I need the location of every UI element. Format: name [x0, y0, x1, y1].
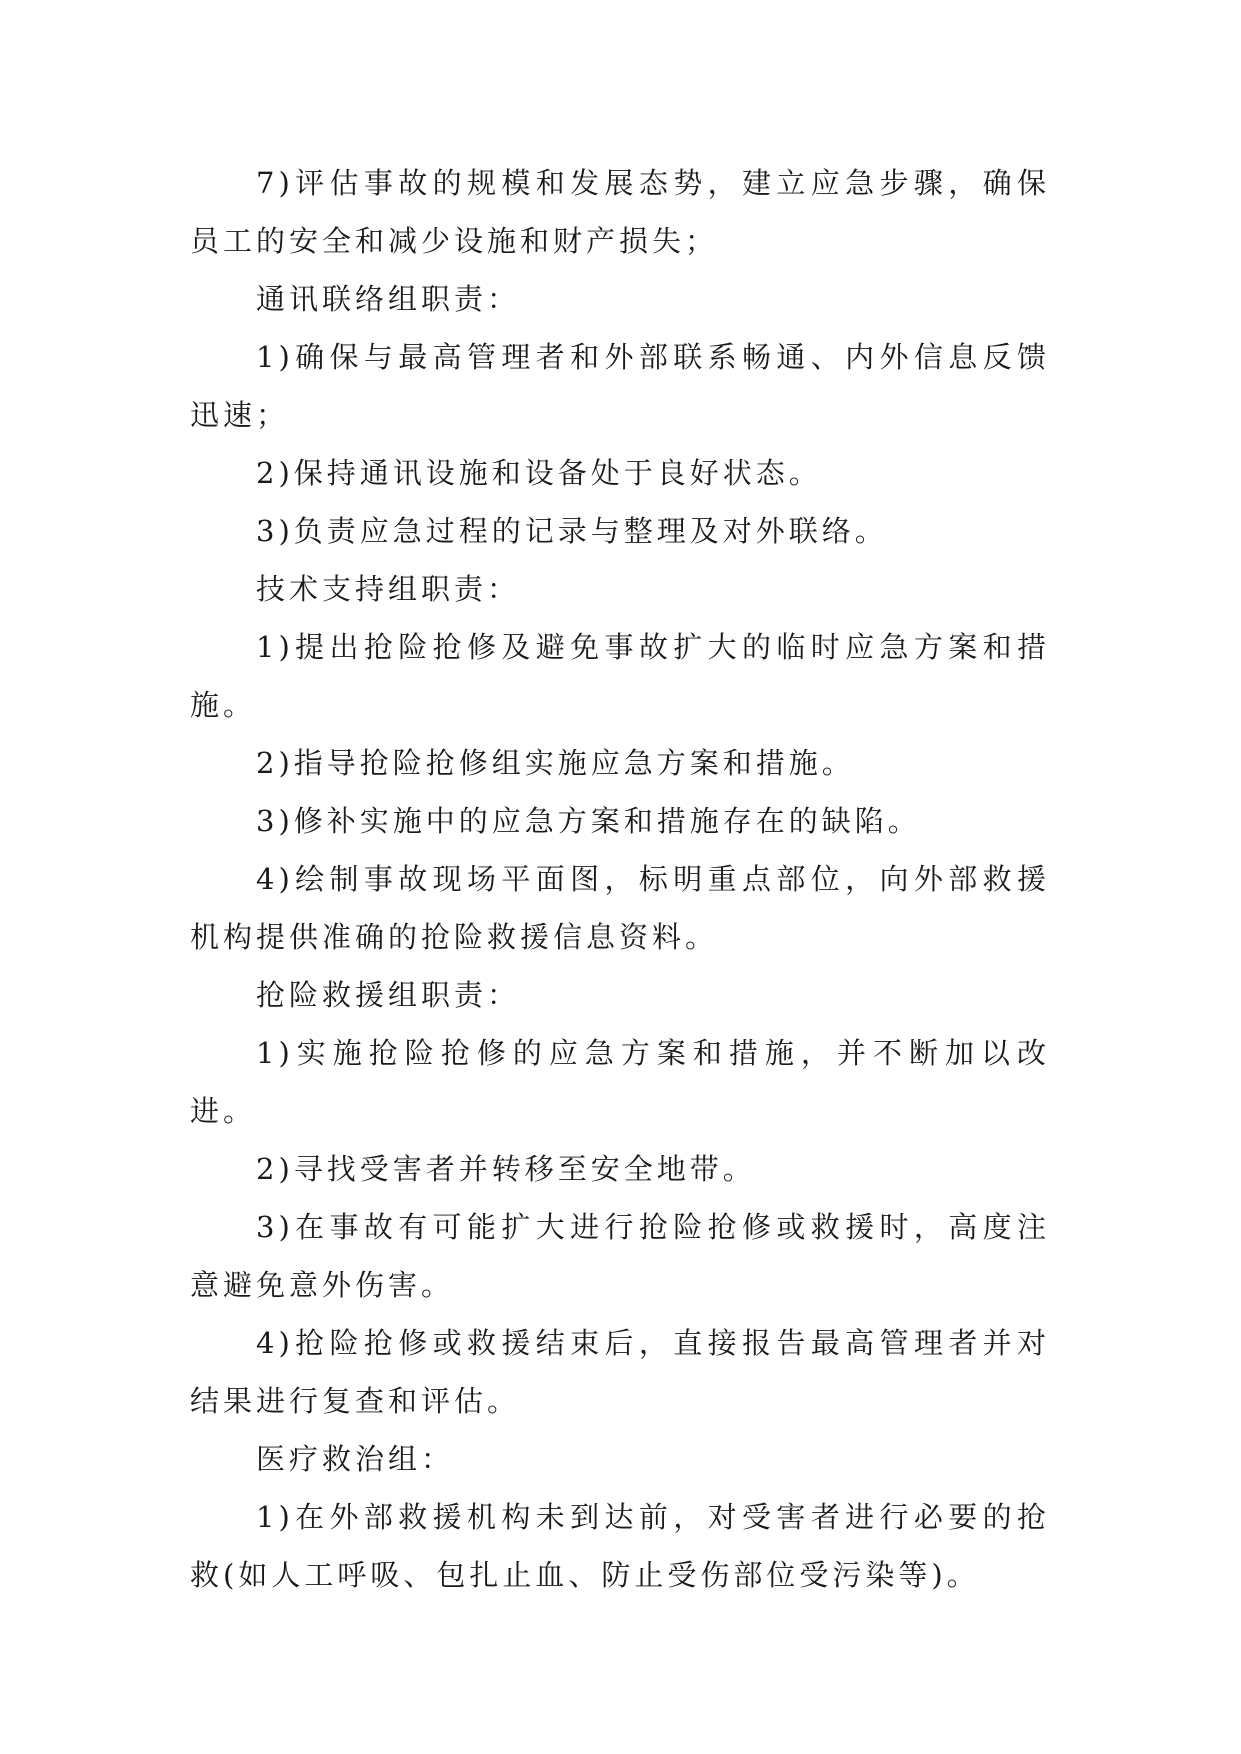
- paragraph-comm-2: 2)保持通讯设施和设备处于良好状态。: [256, 456, 822, 490]
- paragraph-rescue-3: 3)在事故有可能扩大进行抢险抢修或救援时，高度注意避免意外伤害。: [190, 1210, 1050, 1302]
- paragraph-tech-1: 1)提出抢险抢修及避免事故扩大的临时应急方案和措施。: [190, 630, 1050, 722]
- paragraph-medical-1: 1)在外部救援机构未到达前，对受害者进行必要的抢救(如人工呼吸、包扎止血、防止受伤部位受污染等)。: [190, 1500, 1050, 1592]
- paragraph-comm-1: 1)确保与最高管理者和外部联系畅通、内外信息反馈迅速；: [190, 340, 1050, 432]
- heading-medical-group: 医疗救治组：: [256, 1442, 455, 1476]
- paragraph-tech-2: 2)指导抢险抢修组实施应急方案和措施。: [256, 746, 855, 780]
- paragraph-rescue-2: 2)寻找受害者并转移至安全地带。: [256, 1152, 756, 1186]
- heading-communication-group: 通讯联络组职责：: [256, 282, 521, 316]
- paragraph-tech-4: 4)绘制事故现场平面图，标明重点部位，向外部救援机构提供准确的抢险救援信息资料。: [190, 862, 1050, 954]
- paragraph-duty-7: 7)评估事故的规模和发展态势，建立应急步骤，确保员工的安全和减少设施和财产损失；: [190, 166, 1050, 258]
- paragraph-comm-3: 3)负责应急过程的记录与整理及对外联络。: [256, 514, 888, 548]
- document-body: [190, 154, 1050, 1604]
- heading-rescue-group: 抢险救援组职责：: [256, 978, 521, 1012]
- paragraph-rescue-1: 1)实施抢险抢修的应急方案和措施，并不断加以改进。: [190, 1036, 1050, 1128]
- heading-technical-support-group: 技术支持组职责：: [256, 572, 521, 606]
- paragraph-rescue-4: 4)抢险抢修或救援结束后，直接报告最高管理者并对结果进行复查和评估。: [190, 1326, 1050, 1418]
- paragraph-tech-3: 3)修补实施中的应急方案和措施存在的缺陷。: [256, 804, 921, 838]
